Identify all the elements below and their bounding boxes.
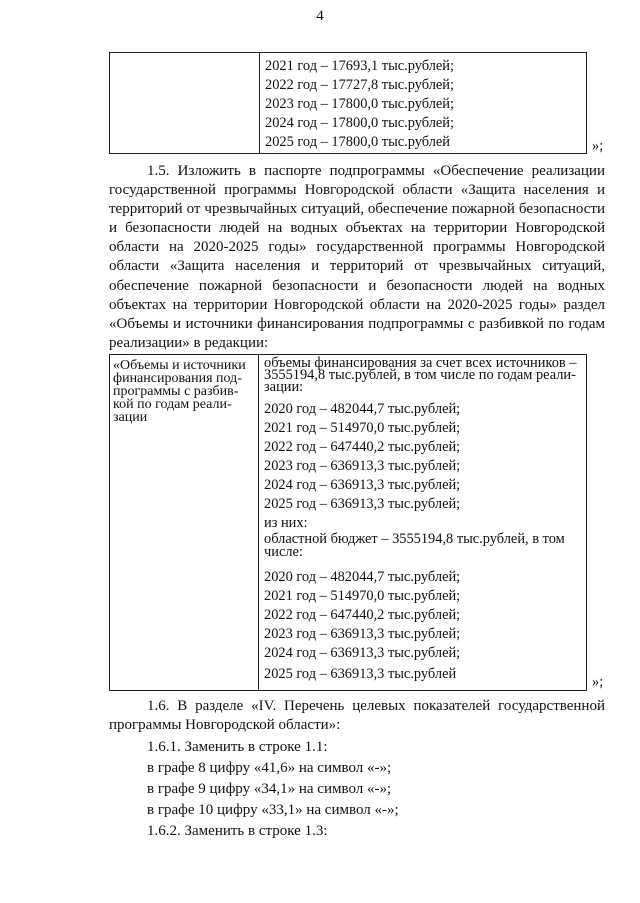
table1-row: 2021 год – 17693,1 тыс.рублей; — [265, 58, 454, 74]
paragraph-line: и безопасности людей на водных объектах на территории Новгородской — [109, 220, 605, 237]
table-divider — [258, 355, 259, 690]
list-item: 1.6.1. Заменить в строке 1.1: — [147, 739, 328, 755]
paragraph-line: области «Защита населения и территорий от чрезвычайных ситуаций, — [109, 258, 605, 275]
page-number: 4 — [316, 8, 324, 24]
row-heading-line: «Объемы и источники — [113, 358, 246, 373]
regional-year-row: 2023 год – 636913,3 тыс.рублей; — [264, 626, 461, 642]
regional-year-row: 2022 год – 647440,2 тыс.рублей; — [264, 607, 461, 623]
year-row: 2023 год – 636913,3 тыс.рублей; — [264, 458, 461, 474]
year-row: 2024 год – 636913,3 тыс.рублей; — [264, 477, 461, 493]
paragraph-line: 1.5. Изложить в паспорте подпрограммы «Обеспечение реализации — [147, 163, 605, 179]
table1-row: 2022 год – 17727,8 тыс.рублей; — [265, 77, 454, 93]
paragraph-line: реализации» в редакции: — [109, 334, 269, 351]
row-heading — [113, 359, 255, 424]
paragraph-line: обеспечение пожарной безопасности и безопасности людей на водных — [109, 277, 605, 294]
table-divider — [259, 53, 260, 153]
table2-closing-quote: »; — [592, 674, 604, 690]
year-row: 2020 год – 482044,7 тыс.рублей; — [264, 401, 461, 417]
table1-row: 2025 год – 17800,0 тыс.рублей — [265, 134, 450, 150]
list-item: в графе 10 цифру «33,1» на символ «-»; — [147, 802, 399, 818]
list-item: 1.6.2. Заменить в строке 1.3: — [147, 823, 328, 839]
list-item: в графе 9 цифру «34,1» на символ «-»; — [147, 781, 392, 797]
regional-year-row: 2024 год – 636913,3 тыс.рублей; — [264, 645, 461, 661]
paragraph-line: объектах на территории Новгородской области на 2020-2025 годы» раздел — [109, 296, 605, 313]
row-heading-line: финансирования под- — [113, 371, 242, 386]
year-row: 2022 год – 647440,2 тыс.рублей; — [264, 439, 461, 455]
paragraph-1-6 — [109, 697, 605, 735]
paragraph-line: государственной программы Новгородской области «Защита населения и — [109, 182, 605, 199]
regional-line: числе: — [264, 544, 303, 560]
funding-sources-table — [109, 354, 587, 691]
year-row: 2025 год – 636913,3 тыс.рублей; — [264, 496, 461, 512]
table1-row: 2024 год – 17800,0 тыс.рублей; — [265, 115, 454, 131]
paragraph-line: 1.6. В разделе «IV. Перечень целевых показателей государственной — [147, 698, 605, 714]
regional-year-row: 2021 год – 514970,0 тыс.рублей; — [264, 588, 461, 604]
intro-line: зации: — [264, 379, 304, 395]
paragraph-line: области на 2020-2025 годы» государственной программы Новгородской — [109, 239, 605, 256]
regional-line: областной бюджет – 3555194,8 тыс.рублей, в том — [264, 531, 565, 547]
list-item: в графе 8 цифру «41,6» на символ «-»; — [147, 760, 392, 776]
paragraph-line: «Объемы и источники финансирования подпрограммы с разбивкой по годам — [109, 315, 605, 332]
regional-year-row: 2025 год – 636913,3 тыс.рублей — [264, 666, 457, 682]
table1-closing-quote: »; — [592, 138, 604, 154]
row-heading-line: программы с разбив- — [113, 384, 239, 399]
row-heading-line: зации — [113, 410, 148, 425]
paragraph-1-5 — [109, 162, 605, 353]
table1-row: 2023 год – 17800,0 тыс.рублей; — [265, 96, 454, 112]
year-row: 2021 год – 514970,0 тыс.рублей; — [264, 420, 461, 436]
paragraph-line: территорий от чрезвычайных ситуаций, обеспечение пожарной безопасности — [109, 201, 605, 218]
of-them-label: из них: — [264, 515, 308, 531]
funding-table-continuation — [109, 52, 587, 154]
regional-year-row: 2020 год – 482044,7 тыс.рублей; — [264, 569, 461, 585]
paragraph-line: программы Новгородской области»: — [109, 717, 341, 734]
intro-line: 3555194,8 тыс.рублей, в том числе по годам реали- — [264, 367, 576, 383]
row-heading-line: кой по годам реали- — [113, 397, 232, 412]
intro-line: объемы финансирования за счет всех источников – — [264, 355, 577, 371]
